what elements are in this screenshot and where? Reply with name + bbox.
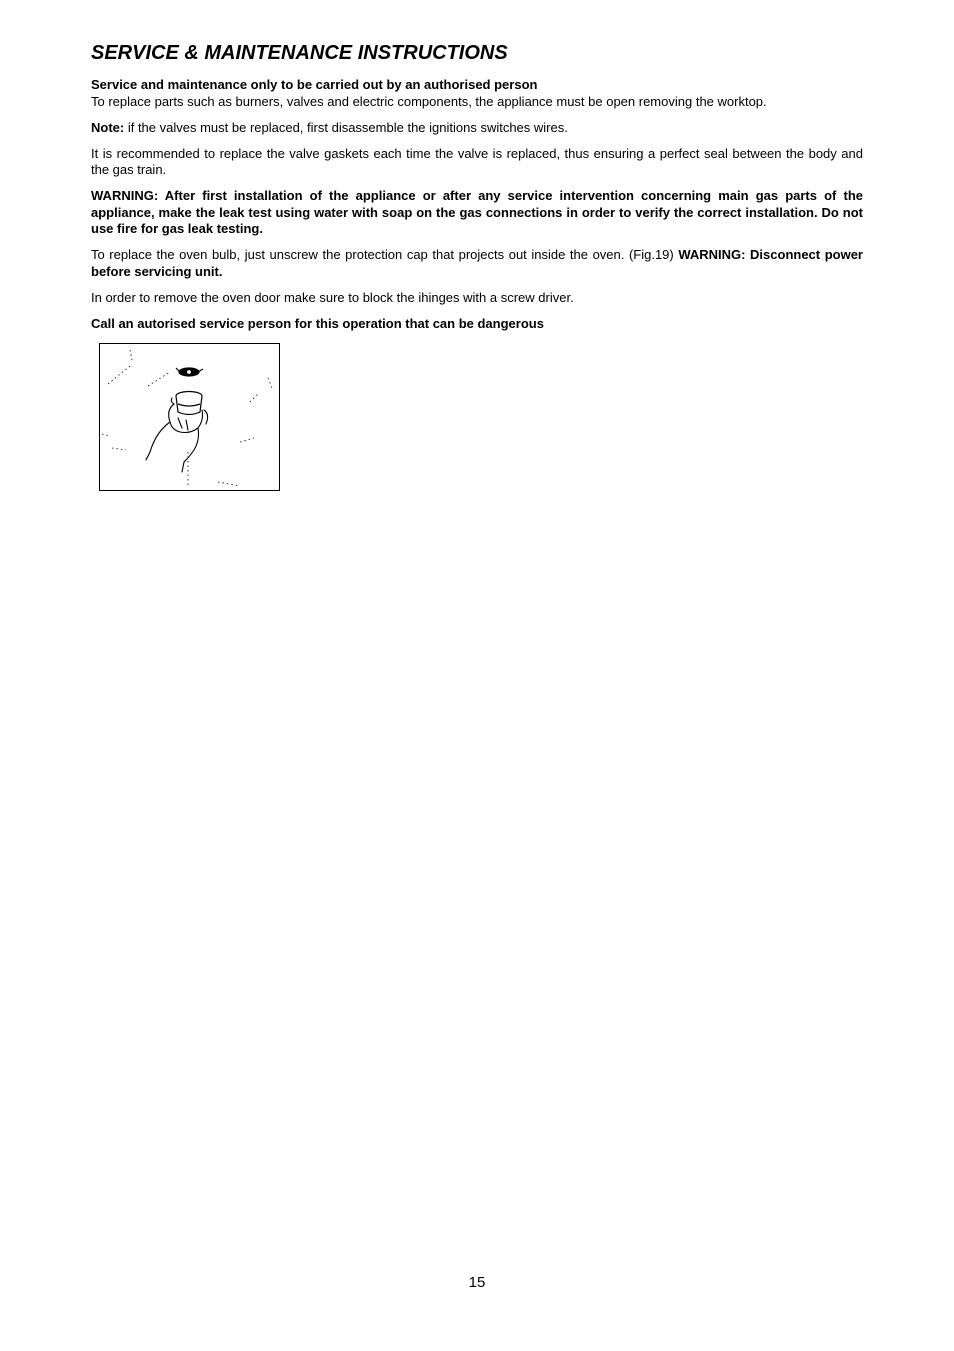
- note-label: Note:: [91, 119, 125, 135]
- oven-bulb-figure: [99, 343, 280, 491]
- instructions-body: [91, 77, 863, 342]
- intro-paragraph: [91, 77, 863, 110]
- gasket-paragraph: It is recommended to replace the valve gaskets each time the valve is replaced, thus ensuring a perfect seal between the body and the gas train.: [91, 145, 863, 177]
- hand-unscrewing-bulb-cap-illustration: [100, 344, 279, 490]
- oven-bulb-text: To replace the oven bulb, just unscrew the protection cap that projects out inside the oven. (Fig.19): [91, 247, 679, 262]
- oven-door-paragraph: In order to remove the oven door make sure to block the ihinges with a screw driver.: [91, 289, 574, 305]
- authorised-person-heading: Service and maintenance only to be carried out by an authorised person: [91, 77, 538, 92]
- page-title: SERVICE & MAINTENANCE INSTRUCTIONS: [91, 42, 508, 64]
- worktop-removal-text: To replace parts such as burners, valves and electric components, the appliance must be open removing the worktop.: [91, 93, 767, 109]
- valve-note-paragraph: [91, 120, 863, 137]
- note-text: if the valves must be replaced, first disassemble the ignitions switches wires.: [124, 119, 568, 135]
- page-number: 15: [468, 1274, 486, 1291]
- leak-test-warning: WARNING: After first installation of the appliance or after any service intervention concerning main gas parts of the appliance, make the leak test using water with soap on the gas connections in order to verify the correct installation. Do not use fire for gas leak testing.: [91, 188, 863, 236]
- disconnect-power-warning: WARNING: Disconnect power before servicing unit.: [91, 247, 863, 279]
- oven-bulb-paragraph: [91, 247, 863, 280]
- dangerous-operation-warning: Call an autorised service person for this operation that can be dangerous: [91, 315, 544, 331]
